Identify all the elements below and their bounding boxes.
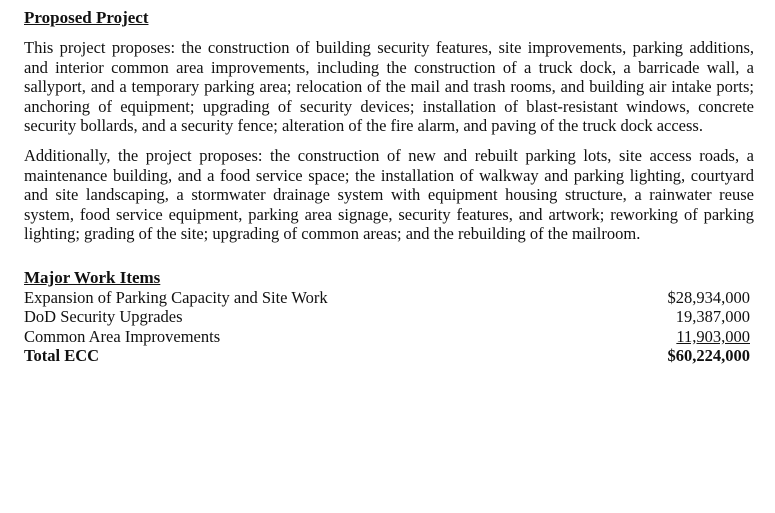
work-item-row [24,307,754,327]
work-item-amount: 19,387,000 [675,307,750,327]
proposed-project-heading: Proposed Project [24,8,149,27]
document-page [24,8,754,366]
work-item-label: DoD Security Upgrades [24,307,183,327]
work-item-row [24,327,754,347]
work-item-amount: $28,934,000 [667,287,750,307]
total-amount: $60,224,000 [667,346,750,366]
major-work-items-heading: Major Work Items [24,267,161,287]
work-item-label: Expansion of Parking Capacity and Site Work [24,287,328,307]
work-items-table [24,288,754,366]
work-item-label: Common Area Improvements [24,326,221,346]
project-paragraph-1: This project proposes: the construction of building security features, site improvements, parking additions, and interior common area improvements, including the construction of a truck dock, a barricade wall, a sallyport, and a temporary parking area; relocation of the mail and trash rooms, and building air intake ports; anchoring of equipment; upgrading of security devices; installation of blast-resistant windows, concrete security bollards, and a security fence; alteration of the fire alarm, and paving of the truck dock access. [24,38,754,136]
work-item-amount: 11,903,000 [676,326,750,346]
total-label: Total ECC [24,346,100,366]
project-paragraph-2: Additionally, the project proposes: the construction of new and rebuilt parking lots, site access roads, a maintenance building, and a food service space; the installation of walkway and parking lighting, courtyard and site landscaping, a stormwater drainage system with equipment housing structure, a rainwater reuse system, food service equipment, parking area signage, security features, and artwork; reworking of parking lighting; grading of the site; upgrading of common areas; and the rebuilding of the mailroom. [24,145,754,244]
total-row [24,346,754,366]
work-item-row [24,288,754,308]
